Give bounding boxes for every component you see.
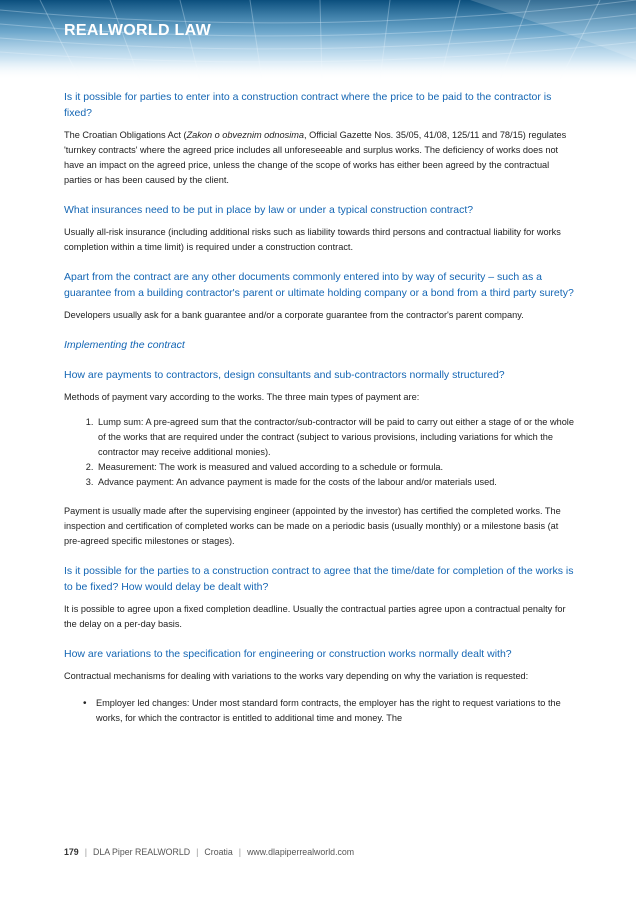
footer-separator: |: [84, 847, 87, 857]
footer-publication: DLA Piper REALWORLD: [92, 847, 191, 857]
page-number: 179: [64, 847, 79, 857]
answer-paragraph: Developers usually ask for a bank guarantee and/or a corporate guarantee from the contractor's parent company.: [64, 310, 524, 320]
question-heading: Is it possible for parties to enter into a construction contract where the price to be paid to the contractor is fixed?: [64, 91, 552, 119]
bullet-text: Employer led changes: Under most standard form contracts, the employer has the right to request variations to the works, for which the contractor is entitled to additional time and money. The: [96, 698, 561, 723]
footer-website-link[interactable]: www.dlapiperrealworld.com: [247, 847, 355, 857]
publication-title: REALWORLD LAW: [64, 22, 211, 39]
answer-paragraph: [64, 128, 576, 188]
question-heading: What insurances need to be put in place by law or under a typical construction contract?: [64, 204, 474, 216]
answer-paragraph: Usually all-risk insurance (including additional risks such as liability towards third persons and contractual liability for works completion within a time limit) is required under a construction contract.: [64, 227, 561, 252]
answer-paragraph: Methods of payment vary according to the works. The three main types of payment are:: [64, 392, 420, 402]
footer-separator: |: [238, 847, 242, 857]
answer-text: The Croatian Obligations Act (: [64, 130, 187, 140]
footer-country: Croatia: [204, 847, 233, 857]
answer-paragraph: Payment is usually made after the supervising engineer (appointed by the investor) has certified the completed works. The inspection and certification of completed works can be made on a periodic basis (usually monthly) or a milestone basis (at pre-agreed specific milestones or stages).: [64, 506, 561, 546]
header-banner: [0, 0, 636, 80]
payment-types-list: [64, 415, 576, 490]
variations-bullet-list: [64, 696, 576, 726]
list-item: 2. Measurement: The work is measured and valued according to a schedule or formula.: [96, 460, 576, 475]
list-item: [83, 696, 576, 726]
answer-paragraph: It is possible to agree upon a fixed completion deadline. Usually the contractual parties agree upon a contractual penalty for the delay on a per-day basis.: [64, 604, 566, 629]
question-heading: How are payments to contractors, design consultants and sub-contractors normally structured?: [64, 369, 505, 381]
answer-paragraph: Contractual mechanisms for dealing with variations to the works vary depending on why the variation is requested:: [64, 671, 529, 681]
list-item: 3. Advance payment: An advance payment is made for the costs of the labour and/or materials used.: [96, 475, 576, 490]
bullet-icon: •: [83, 698, 87, 709]
act-name-italic: Zakon o obveznim odnosima: [186, 130, 305, 140]
answer-text: , Official Gazette Nos. 35/05, 41/08, 125/11 and 78/15) regulates 'turnkey contracts' where the agreed price includes all unforeseeable and surplus works. The deficiency of works does not have an impact on the agreed price, unless the change of the scope of works has either been agreed by the contractual parties or has been caused by the client.: [64, 130, 567, 185]
footer-separator: |: [196, 847, 199, 857]
list-item: 1. Lump sum: A pre-agreed sum that the contractor/sub-contractor will be paid to carry out either a stage of or the whole of the works that are required under the contract (subject to various provisions, including variations for which the contractor may receive additional monies).: [96, 415, 576, 460]
question-heading: Apart from the contract are any other documents commonly entered into by way of security – such as a guarantee from a building contractor's parent or ultimate holding company or a bond from a third party surety?: [64, 271, 574, 299]
page-footer: [64, 847, 354, 857]
question-heading: How are variations to the specification for engineering or construction works normally dealt with?: [64, 648, 512, 660]
question-heading: Is it possible for the parties to a construction contract to agree that the time/date for completion of the works is to be fixed? How would delay be dealt with?: [64, 565, 574, 593]
page-content: [64, 89, 576, 726]
section-subheading: Implementing the contract: [64, 339, 185, 351]
building-facade-graphic: [0, 0, 636, 80]
